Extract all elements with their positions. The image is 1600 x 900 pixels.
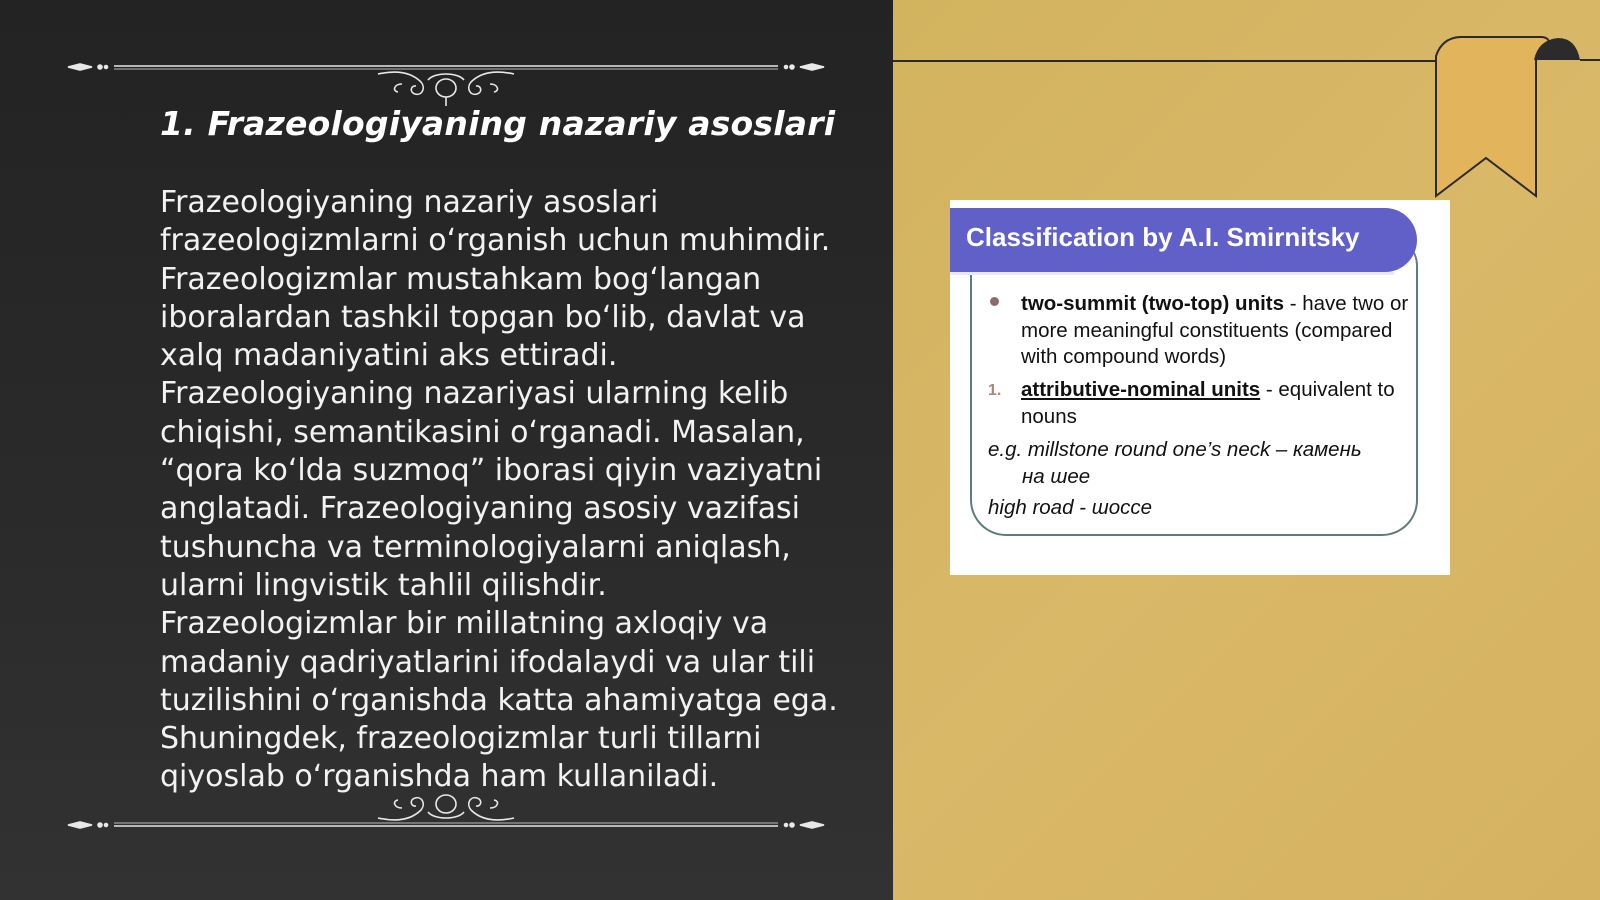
slide-body-text: Frazeologiyaning nazariy asoslari frazeologizmlarni o‘rganish uchun muhimdir. Frazeologizmlar mustahkam bog‘langan iboralardan tashkil topgan bo‘lib, davlat va xalq madaniyatini aks ettiradi. Frazeologiyaning nazariyasi ularning kelib chiqishi, semantikasini o‘rganadi. Masalan, “qora ko‘lda suzmoq” iborasi qiyin vaziyatni anglatadi. Frazeologiyaning asosiy vazifasi tushuncha va terminologiyalarni aniqlash, ularni lingvistik tahlil qilishdir. Frazeologizmlar bir millatning axloqiy va madaniy qadriyatlarini ifodalaydi va ular tili tuzilishini o‘rganishda katta ahamiyatga ega. Shuningdek, frazeologizmlar turli tillarni qiyoslab o‘rganishda ham kullaniladi. [160,185,838,795]
bookmark-ribbon-icon [1430,34,1600,204]
example1-line2: на шее [1022,464,1091,488]
item1-term: two-summit (two-top) units [1021,292,1285,315]
ornamental-divider-bottom [66,770,826,840]
example1-line1: e.g. millstone round one’s neck – камень [988,438,1362,461]
item2-term: attributive-nominal units [1021,378,1261,401]
list-item-attributive-nominal [1021,377,1417,430]
example-millstone [988,437,1418,490]
item2-number: 1. [988,382,1002,399]
list-item-two-summit [1021,291,1417,371]
card-header-underline [950,272,1394,275]
ornamental-divider-top [66,36,826,106]
item1-description: - have two or more meaningful constituents (compared with compound words) [1021,292,1409,368]
card-title: Classification by A.I. Smirnitsky [966,222,1360,252]
header-rule-line [893,60,1438,62]
bullet-dot-icon [990,297,999,306]
item2-description: - equivalent to nouns [1021,378,1395,428]
slide-title: 1. Frazeologiyaning nazariy asoslari [160,104,836,143]
example-high-road: high road - шоссе [988,496,1153,519]
